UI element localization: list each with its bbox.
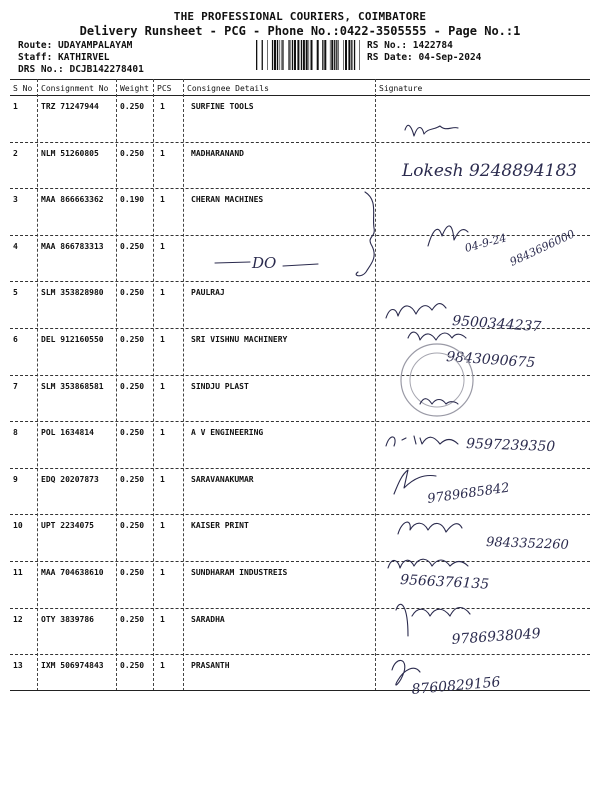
row-weight: 0.250 xyxy=(120,102,145,111)
row-consignee: SURFINE TOOLS xyxy=(191,102,254,111)
signature-row-8 xyxy=(386,436,458,446)
row-sno: 13 xyxy=(13,661,23,671)
row-pcs: 1 xyxy=(160,148,165,158)
row-consignee: SUNDHARAM INDUSTREIS xyxy=(191,568,288,577)
signature-row-5 xyxy=(386,304,446,318)
signature-row-9 xyxy=(394,470,436,494)
row-sno: 10 xyxy=(13,521,23,531)
handwritten-note: 8760829156 xyxy=(410,674,502,698)
row-sno: 1 xyxy=(13,102,18,111)
column-header-consignment: Consignment No xyxy=(41,84,109,93)
row-pcs: 1 xyxy=(160,381,165,391)
row-weight: 0.250 xyxy=(120,148,145,158)
signature-row-11 xyxy=(388,559,468,568)
row-sno: 5 xyxy=(13,288,18,298)
row-consignment-no: POL 1634814 xyxy=(41,428,94,438)
row-pcs: 1 xyxy=(160,428,165,438)
row-consignment-no: SLM 353828980 xyxy=(41,288,104,298)
row-consignee: KAISER PRINT xyxy=(191,521,249,531)
row-pcs: 1 xyxy=(160,661,165,671)
row-consignment-no: SLM 353868581 xyxy=(41,381,104,391)
runsheet-title: Delivery Runsheet - PCG - Phone No.:0422-3505555 - Page No.:1 xyxy=(79,24,521,38)
row-pcs: 1 xyxy=(160,335,165,344)
row-weight: 0.250 xyxy=(120,241,145,251)
row-consignment-no: NLM 51260805 xyxy=(41,148,99,158)
handwritten-note: 9786938049 xyxy=(451,625,542,648)
row-weight: 0.250 xyxy=(120,568,145,577)
row-pcs: 1 xyxy=(160,288,165,298)
row-consignee: SINDJU PLAST xyxy=(191,381,249,391)
handwritten-note: 9843696000 xyxy=(507,227,577,269)
row-sno: 6 xyxy=(13,335,18,344)
row-sno: 9 xyxy=(13,474,18,484)
handwritten-note: 9843090675 xyxy=(445,349,536,372)
rs-date: RS Date: 04-Sep-2024 xyxy=(367,52,482,63)
row-consignee: SARADHA xyxy=(191,614,225,624)
drs-number: DRS No.: DCJB142278401 xyxy=(18,64,144,75)
row-consignment-no: DEL 912160550 xyxy=(41,335,104,344)
row-sno: 2 xyxy=(13,148,18,158)
column-header-weight: Weight xyxy=(120,84,149,93)
company-name: THE PROFESSIONAL COURIERS, COIMBATORE xyxy=(173,10,427,23)
row-consignment-no: EDQ 20207873 xyxy=(41,474,99,484)
row-pcs: 1 xyxy=(160,521,165,531)
row-weight: 0.250 xyxy=(120,335,145,344)
column-header-signature: Signature xyxy=(379,84,423,93)
row-consignee: CHERAN MACHINES xyxy=(191,195,264,205)
row-pcs: 1 xyxy=(160,474,165,484)
row-sno: 11 xyxy=(13,568,23,577)
handwritten-note: 04-9-24 xyxy=(463,231,508,255)
row-weight: 0.250 xyxy=(120,288,145,298)
signature-row-1 xyxy=(405,125,458,136)
row-consignee: MADHARANAND xyxy=(191,148,244,158)
row-weight: 0.250 xyxy=(120,428,145,438)
row-consignment-no: OTY 3839786 xyxy=(41,614,94,624)
row-consignee: PAULRAJ xyxy=(191,288,225,298)
row-pcs: 1 xyxy=(160,614,165,624)
company-stamp xyxy=(401,344,473,416)
row-sno: 8 xyxy=(13,428,18,438)
signature-row-3 xyxy=(428,226,468,246)
column-header-consignee: Consignee Details xyxy=(187,84,269,93)
handwritten-note: 9597239350 xyxy=(465,436,556,456)
row-weight: 0.250 xyxy=(120,614,145,624)
row-sno: 3 xyxy=(13,195,18,205)
row-weight: 0.250 xyxy=(120,661,145,671)
row-consignment-no: UPT 2234075 xyxy=(41,521,94,531)
handwritten-note: 9500344237 xyxy=(451,313,542,336)
row-consignment-no: TRZ 71247944 xyxy=(41,102,99,111)
row-consignment-no: MAA 704638610 xyxy=(41,568,104,577)
handwritten-note: 9566376135 xyxy=(399,572,490,593)
signature-row-6 xyxy=(408,332,466,340)
ditto-mark: DO xyxy=(252,254,277,272)
row-consignee: SARAVANAKUMAR xyxy=(191,474,254,484)
row-sno: 4 xyxy=(13,241,18,251)
row-weight: 0.190 xyxy=(120,195,145,205)
row-weight: 0.250 xyxy=(120,474,145,484)
row-consignee: SRI VISHNU MACHINERY xyxy=(191,335,288,344)
ditto-brace xyxy=(356,192,374,276)
row-weight: 0.250 xyxy=(120,521,145,531)
row-consignment-no: IXM 506974843 xyxy=(41,661,104,671)
row-weight: 0.250 xyxy=(120,381,145,391)
row-sno: 12 xyxy=(13,614,23,624)
signature-row-10 xyxy=(398,522,462,534)
row-consignment-no: MAA 866663362 xyxy=(41,195,104,205)
row-pcs: 1 xyxy=(160,568,165,577)
row-pcs: 1 xyxy=(160,241,165,251)
staff-label: Staff: KATHIRVEL xyxy=(18,52,110,63)
column-header-pcs: PCS xyxy=(157,84,172,93)
row-consignee: A V ENGINEERING xyxy=(191,428,264,438)
route-label: Route: UDAYAMPALAYAM xyxy=(18,40,133,51)
ditto-line-left xyxy=(215,262,250,263)
rs-number: RS No.: 1422784 xyxy=(367,40,453,51)
handwritten-note: Lokesh 9248894183 xyxy=(402,161,578,181)
row-pcs: 1 xyxy=(160,195,165,205)
row-consignment-no: MAA 866783313 xyxy=(41,241,104,251)
row-pcs: 1 xyxy=(160,102,165,111)
ditto-line-right xyxy=(283,264,318,266)
row-consignee: PRASANTH xyxy=(191,661,230,671)
handwritten-note: 9789685842 xyxy=(426,480,511,507)
handwritten-note: 9843352260 xyxy=(485,535,570,553)
column-header-sno: S No xyxy=(13,84,33,93)
row-sno: 7 xyxy=(13,381,18,391)
